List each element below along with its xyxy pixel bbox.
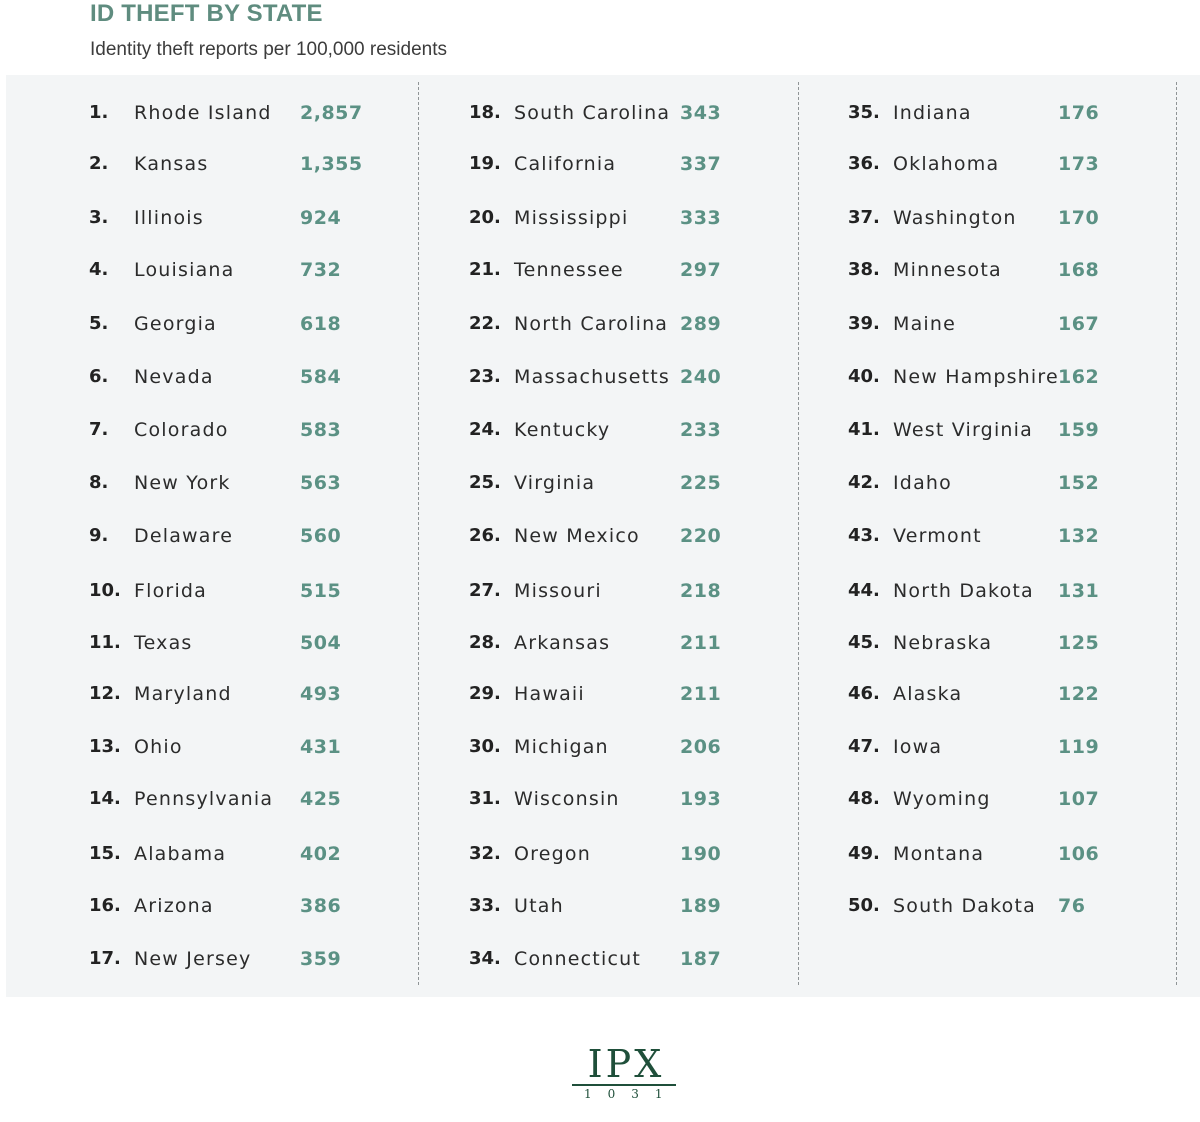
report-value: 289 xyxy=(680,313,722,335)
state-name: Kansas xyxy=(134,153,209,175)
state-name: Utah xyxy=(514,895,564,917)
state-name: Arkansas xyxy=(514,632,611,654)
state-name: Idaho xyxy=(893,472,952,494)
table-row xyxy=(89,151,469,177)
rank-number: 23. xyxy=(469,366,501,387)
state-name: Wisconsin xyxy=(514,788,620,810)
state-name: Georgia xyxy=(134,313,217,335)
report-value: 233 xyxy=(680,419,722,441)
state-name: Alaska xyxy=(893,683,963,705)
state-name: Oklahoma xyxy=(893,153,1000,175)
rank-number: 33. xyxy=(469,895,501,916)
rank-number: 31. xyxy=(469,788,501,809)
table-row xyxy=(89,311,469,337)
rank-number: 16. xyxy=(89,895,121,916)
state-name: Massachusetts xyxy=(514,366,670,388)
logo-wordmark: IPX xyxy=(587,1042,665,1086)
table-row xyxy=(469,257,849,283)
report-value: 206 xyxy=(680,736,722,758)
rank-number: 14. xyxy=(89,788,121,809)
state-name: New Mexico xyxy=(514,525,640,547)
table-row xyxy=(469,681,849,707)
table-row xyxy=(89,417,469,443)
table-row xyxy=(848,523,1200,549)
state-name: South Dakota xyxy=(893,895,1036,917)
table-row xyxy=(89,364,469,390)
report-value: 211 xyxy=(680,683,722,705)
table-row xyxy=(89,205,469,231)
rank-number: 48. xyxy=(848,788,880,809)
rank-number: 47. xyxy=(848,736,880,757)
state-name: West Virginia xyxy=(893,419,1033,441)
report-value: 152 xyxy=(1058,472,1100,494)
table-row xyxy=(848,417,1200,443)
report-value: 187 xyxy=(680,948,722,970)
report-value: 1,355 xyxy=(300,153,363,175)
report-value: 333 xyxy=(680,207,722,229)
table-row xyxy=(848,470,1200,496)
state-name: Missouri xyxy=(514,580,602,602)
report-value: 159 xyxy=(1058,419,1100,441)
rank-number: 30. xyxy=(469,736,501,757)
state-name: Maine xyxy=(893,313,957,335)
rank-number: 18. xyxy=(469,102,501,123)
report-value: 132 xyxy=(1058,525,1100,547)
report-value: 162 xyxy=(1058,366,1100,388)
rank-number: 27. xyxy=(469,580,501,601)
report-value: 220 xyxy=(680,525,722,547)
chart-title: ID THEFT BY STATE xyxy=(90,0,323,27)
rank-number: 50. xyxy=(848,895,880,916)
state-name: Michigan xyxy=(514,736,609,758)
rank-number: 8. xyxy=(89,472,109,493)
state-name: New York xyxy=(134,472,231,494)
report-value: 386 xyxy=(300,895,342,917)
report-value: 170 xyxy=(1058,207,1100,229)
table-row xyxy=(469,786,849,812)
state-name: Mississippi xyxy=(514,207,629,229)
table-row xyxy=(848,681,1200,707)
rank-number: 1. xyxy=(89,102,109,123)
report-value: 106 xyxy=(1058,843,1100,865)
state-name: Delaware xyxy=(134,525,234,547)
state-name: Wyoming xyxy=(893,788,991,810)
state-name: California xyxy=(514,153,617,175)
rank-number: 26. xyxy=(469,525,501,546)
table-row xyxy=(89,786,469,812)
report-value: 190 xyxy=(680,843,722,865)
rank-number: 9. xyxy=(89,525,109,546)
table-row xyxy=(89,578,469,604)
rank-number: 34. xyxy=(469,948,501,969)
report-value: 189 xyxy=(680,895,722,917)
rank-number: 15. xyxy=(89,843,121,864)
table-row xyxy=(469,523,849,549)
report-value: 240 xyxy=(680,366,722,388)
table-row xyxy=(848,311,1200,337)
state-name: New Hampshire xyxy=(893,366,1059,388)
table-row xyxy=(469,470,849,496)
report-value: 167 xyxy=(1058,313,1100,335)
state-name: North Dakota xyxy=(893,580,1034,602)
table-row xyxy=(469,946,849,972)
state-name: Vermont xyxy=(893,525,982,547)
report-value: 359 xyxy=(300,948,342,970)
table-row xyxy=(848,364,1200,390)
report-value: 563 xyxy=(300,472,342,494)
state-name: Nebraska xyxy=(893,632,993,654)
report-value: 76 xyxy=(1058,895,1086,917)
rank-number: 10. xyxy=(89,580,121,601)
state-name: Virginia xyxy=(514,472,596,494)
report-value: 732 xyxy=(300,259,342,281)
report-value: 173 xyxy=(1058,153,1100,175)
rank-number: 45. xyxy=(848,632,880,653)
table-row xyxy=(89,841,469,867)
state-name: Texas xyxy=(134,632,193,654)
table-row xyxy=(848,893,1200,919)
table-row xyxy=(89,523,469,549)
report-value: 584 xyxy=(300,366,342,388)
table-row xyxy=(848,257,1200,283)
report-value: 119 xyxy=(1058,736,1100,758)
state-name: Hawaii xyxy=(514,683,585,705)
state-name: Florida xyxy=(134,580,208,602)
state-name: Illinois xyxy=(134,207,204,229)
report-value: 122 xyxy=(1058,683,1100,705)
table-row xyxy=(469,417,849,443)
rank-number: 2. xyxy=(89,153,109,174)
rank-number: 35. xyxy=(848,102,880,123)
rank-number: 4. xyxy=(89,259,109,280)
rank-number: 5. xyxy=(89,313,109,334)
table-row xyxy=(89,681,469,707)
report-value: 337 xyxy=(680,153,722,175)
state-name: Washington xyxy=(893,207,1017,229)
report-value: 402 xyxy=(300,843,342,865)
state-name: Kentucky xyxy=(514,419,611,441)
table-row xyxy=(469,364,849,390)
state-name: Ohio xyxy=(134,736,183,758)
state-name: Louisiana xyxy=(134,259,235,281)
state-name: Alabama xyxy=(134,843,227,865)
table-row xyxy=(469,578,849,604)
rank-number: 38. xyxy=(848,259,880,280)
rank-number: 41. xyxy=(848,419,880,440)
table-row xyxy=(848,630,1200,656)
rank-number: 39. xyxy=(848,313,880,334)
report-value: 131 xyxy=(1058,580,1100,602)
table-row xyxy=(89,734,469,760)
report-value: 168 xyxy=(1058,259,1100,281)
rank-number: 22. xyxy=(469,313,501,334)
table-row xyxy=(848,100,1200,126)
rank-number: 17. xyxy=(89,948,121,969)
table-row xyxy=(469,841,849,867)
state-name: Maryland xyxy=(134,683,232,705)
report-value: 515 xyxy=(300,580,342,602)
report-value: 211 xyxy=(680,632,722,654)
state-name: Rhode Island xyxy=(134,102,272,124)
rank-number: 20. xyxy=(469,207,501,228)
table-row xyxy=(89,470,469,496)
rank-number: 32. xyxy=(469,843,501,864)
rank-number: 6. xyxy=(89,366,109,387)
table-row xyxy=(848,734,1200,760)
state-name: Minnesota xyxy=(893,259,1002,281)
table-row xyxy=(89,946,469,972)
rank-number: 19. xyxy=(469,153,501,174)
table-row xyxy=(469,100,849,126)
report-value: 583 xyxy=(300,419,342,441)
logo-subtext: 1031 xyxy=(584,1087,679,1101)
report-value: 504 xyxy=(300,632,342,654)
state-name: Arizona xyxy=(134,895,214,917)
table-row xyxy=(89,893,469,919)
report-value: 107 xyxy=(1058,788,1100,810)
rank-number: 13. xyxy=(89,736,121,757)
state-name: Nevada xyxy=(134,366,214,388)
report-value: 193 xyxy=(680,788,722,810)
rank-number: 29. xyxy=(469,683,501,704)
table-row xyxy=(848,786,1200,812)
report-value: 176 xyxy=(1058,102,1100,124)
rank-number: 28. xyxy=(469,632,501,653)
report-value: 425 xyxy=(300,788,342,810)
logo-rule xyxy=(572,1084,676,1086)
table-row xyxy=(469,311,849,337)
table-row xyxy=(89,630,469,656)
state-name: Montana xyxy=(893,843,985,865)
report-value: 297 xyxy=(680,259,722,281)
rank-number: 44. xyxy=(848,580,880,601)
report-value: 431 xyxy=(300,736,342,758)
state-name: North Carolina xyxy=(514,313,669,335)
report-value: 924 xyxy=(300,207,342,229)
state-name: Colorado xyxy=(134,419,229,441)
rank-number: 11. xyxy=(89,632,121,653)
rank-number: 12. xyxy=(89,683,121,704)
rank-number: 3. xyxy=(89,207,109,228)
report-value: 225 xyxy=(680,472,722,494)
ipx-logo xyxy=(570,1044,680,1104)
table-row xyxy=(469,734,849,760)
rank-number: 24. xyxy=(469,419,501,440)
table-row xyxy=(848,841,1200,867)
table-row xyxy=(89,257,469,283)
state-name: Oregon xyxy=(514,843,591,865)
state-name: South Carolina xyxy=(514,102,671,124)
chart-subtitle: Identity theft reports per 100,000 residents xyxy=(90,39,447,60)
report-value: 218 xyxy=(680,580,722,602)
rank-number: 25. xyxy=(469,472,501,493)
report-value: 493 xyxy=(300,683,342,705)
table-row xyxy=(469,205,849,231)
rank-number: 42. xyxy=(848,472,880,493)
table-row xyxy=(89,100,469,126)
rank-number: 43. xyxy=(848,525,880,546)
table-row xyxy=(848,578,1200,604)
state-name: Connecticut xyxy=(514,948,641,970)
table-row xyxy=(469,630,849,656)
rank-number: 49. xyxy=(848,843,880,864)
table-row xyxy=(848,205,1200,231)
report-value: 2,857 xyxy=(300,102,363,124)
rank-number: 7. xyxy=(89,419,109,440)
state-name: Tennessee xyxy=(514,259,624,281)
state-name: Iowa xyxy=(893,736,943,758)
table-row xyxy=(469,893,849,919)
report-value: 343 xyxy=(680,102,722,124)
rank-number: 46. xyxy=(848,683,880,704)
table-row xyxy=(469,151,849,177)
report-value: 618 xyxy=(300,313,342,335)
state-name: Pennsylvania xyxy=(134,788,274,810)
rank-number: 21. xyxy=(469,259,501,280)
state-name: New Jersey xyxy=(134,948,252,970)
table-row xyxy=(848,151,1200,177)
report-value: 125 xyxy=(1058,632,1100,654)
state-name: Indiana xyxy=(893,102,972,124)
report-value: 560 xyxy=(300,525,342,547)
rank-number: 36. xyxy=(848,153,880,174)
rank-number: 40. xyxy=(848,366,880,387)
rank-number: 37. xyxy=(848,207,880,228)
